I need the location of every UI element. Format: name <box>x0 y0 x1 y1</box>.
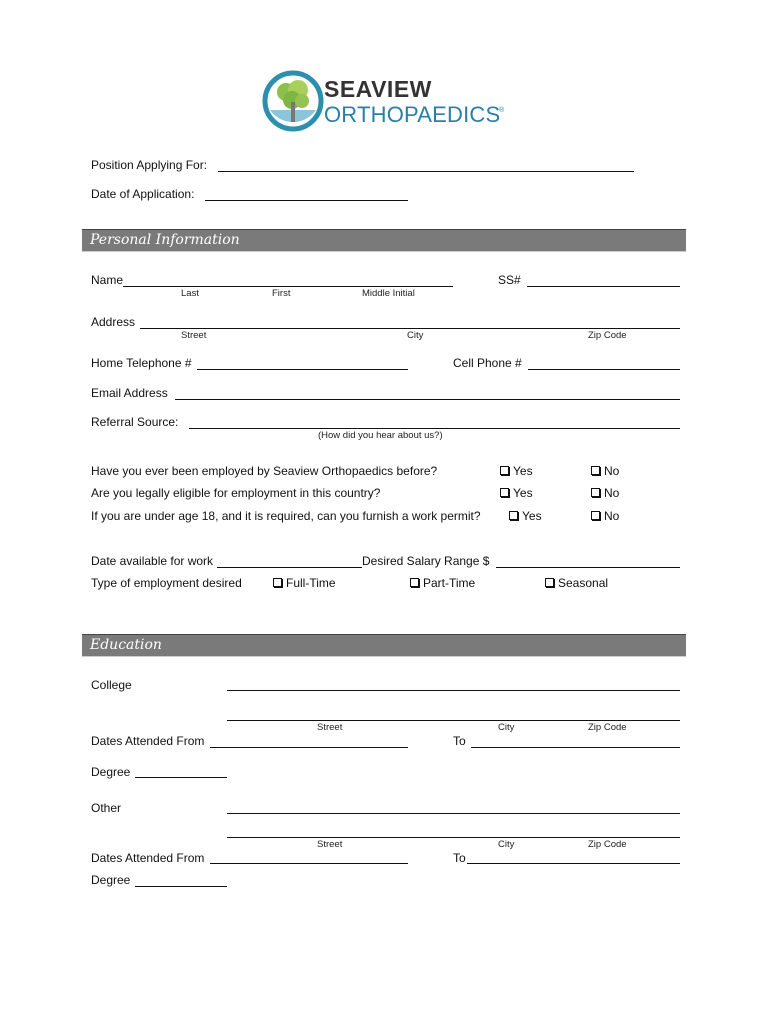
date-available-label: Date available for work <box>91 554 214 568</box>
position-label: Position Applying For: <box>91 158 208 172</box>
legally-eligible-no[interactable]: No <box>591 486 619 500</box>
college-to-field[interactable] <box>471 747 680 748</box>
date-of-application-label: Date of Application: <box>91 187 195 201</box>
college-dates-from-field[interactable] <box>210 747 408 748</box>
other-to-field[interactable] <box>467 863 680 864</box>
position-field[interactable] <box>218 171 634 172</box>
part-time-option[interactable]: Part-Time <box>410 576 475 590</box>
other-zip-caption: Zip Code <box>588 839 627 850</box>
other-to-label: To <box>453 851 466 865</box>
college-label: College <box>91 678 132 692</box>
cell-phone-field[interactable] <box>528 369 680 370</box>
street-caption: Street <box>181 330 207 341</box>
address-label: Address <box>91 315 136 329</box>
checkbox-icon <box>273 578 282 587</box>
salary-label: Desired Salary Range $ <box>362 554 490 568</box>
college-degree-field[interactable] <box>135 777 227 778</box>
work-permit-no[interactable]: No <box>591 509 619 523</box>
other-degree-label: Degree <box>91 873 131 887</box>
home-phone-label: Home Telephone # <box>91 356 192 370</box>
logo-registered-mark: ® <box>499 107 505 114</box>
other-dates-from-field[interactable] <box>210 863 408 864</box>
other-school-field[interactable] <box>227 813 680 814</box>
referral-field[interactable] <box>189 428 680 429</box>
cell-phone-label: Cell Phone # <box>453 356 522 370</box>
address-field[interactable] <box>140 328 680 329</box>
college-field[interactable] <box>227 690 680 691</box>
checkbox-icon <box>545 578 554 587</box>
other-address-field[interactable] <box>227 837 680 838</box>
college-to-label: To <box>453 734 466 748</box>
college-zip-caption: Zip Code <box>588 722 627 733</box>
college-address-field[interactable] <box>227 720 680 721</box>
employed-before-yes[interactable]: Yes <box>500 464 533 478</box>
tree-logo-icon <box>262 70 324 132</box>
referral-hint: (How did you hear about us?) <box>318 430 443 441</box>
personal-info-header <box>82 229 686 252</box>
other-degree-field[interactable] <box>135 886 227 887</box>
checkbox-icon <box>500 466 509 475</box>
other-label: Other <box>91 801 122 815</box>
question-employed-before: Have you ever been employed by Seaview Orthopaedics before? <box>91 464 438 478</box>
first-caption: First <box>272 288 291 299</box>
name-field[interactable] <box>123 286 453 287</box>
college-degree-label: Degree <box>91 765 131 779</box>
salary-field[interactable] <box>496 567 680 568</box>
education-title: Education <box>90 637 162 653</box>
personal-info-title: Personal Information <box>90 232 240 248</box>
referral-label: Referral Source: <box>91 415 179 429</box>
checkbox-icon <box>591 511 600 520</box>
checkbox-icon <box>509 511 518 520</box>
city-caption: City <box>407 330 424 341</box>
seasonal-option[interactable]: Seasonal <box>545 576 608 590</box>
middle-initial-caption: Middle Initial <box>362 288 415 299</box>
last-caption: Last <box>181 288 199 299</box>
email-label: Email Address <box>91 386 168 400</box>
logo-line2: ORTHOPAEDICS <box>324 102 501 127</box>
checkbox-icon <box>410 578 419 587</box>
ss-label: SS# <box>498 273 521 287</box>
college-street-caption: Street <box>317 722 343 733</box>
email-field[interactable] <box>175 399 680 400</box>
work-permit-yes[interactable]: Yes <box>509 509 542 523</box>
company-logo <box>262 70 512 132</box>
zip-caption: Zip Code <box>588 330 627 341</box>
other-city-caption: City <box>498 839 515 850</box>
question-legally-eligible: Are you legally eligible for employment in this country? <box>91 486 381 500</box>
date-of-application-field[interactable] <box>205 200 408 201</box>
home-phone-field[interactable] <box>197 369 408 370</box>
employed-before-no[interactable]: No <box>591 464 619 478</box>
legally-eligible-yes[interactable]: Yes <box>500 486 533 500</box>
full-time-option[interactable]: Full-Time <box>273 576 336 590</box>
checkbox-icon <box>591 488 600 497</box>
other-street-caption: Street <box>317 839 343 850</box>
logo-line1: SEAVIEW <box>324 76 432 102</box>
name-label: Name <box>91 273 124 287</box>
checkbox-icon <box>591 466 600 475</box>
college-city-caption: City <box>498 722 515 733</box>
date-available-field[interactable] <box>217 567 362 568</box>
education-header <box>82 634 686 657</box>
other-dates-from-label: Dates Attended From <box>91 851 205 865</box>
college-dates-from-label: Dates Attended From <box>91 734 205 748</box>
checkbox-icon <box>500 488 509 497</box>
employment-type-label: Type of employment desired <box>91 576 242 590</box>
question-work-permit: If you are under age 18, and it is required, can you furnish a work permit? <box>91 509 481 523</box>
ss-field[interactable] <box>527 286 680 287</box>
